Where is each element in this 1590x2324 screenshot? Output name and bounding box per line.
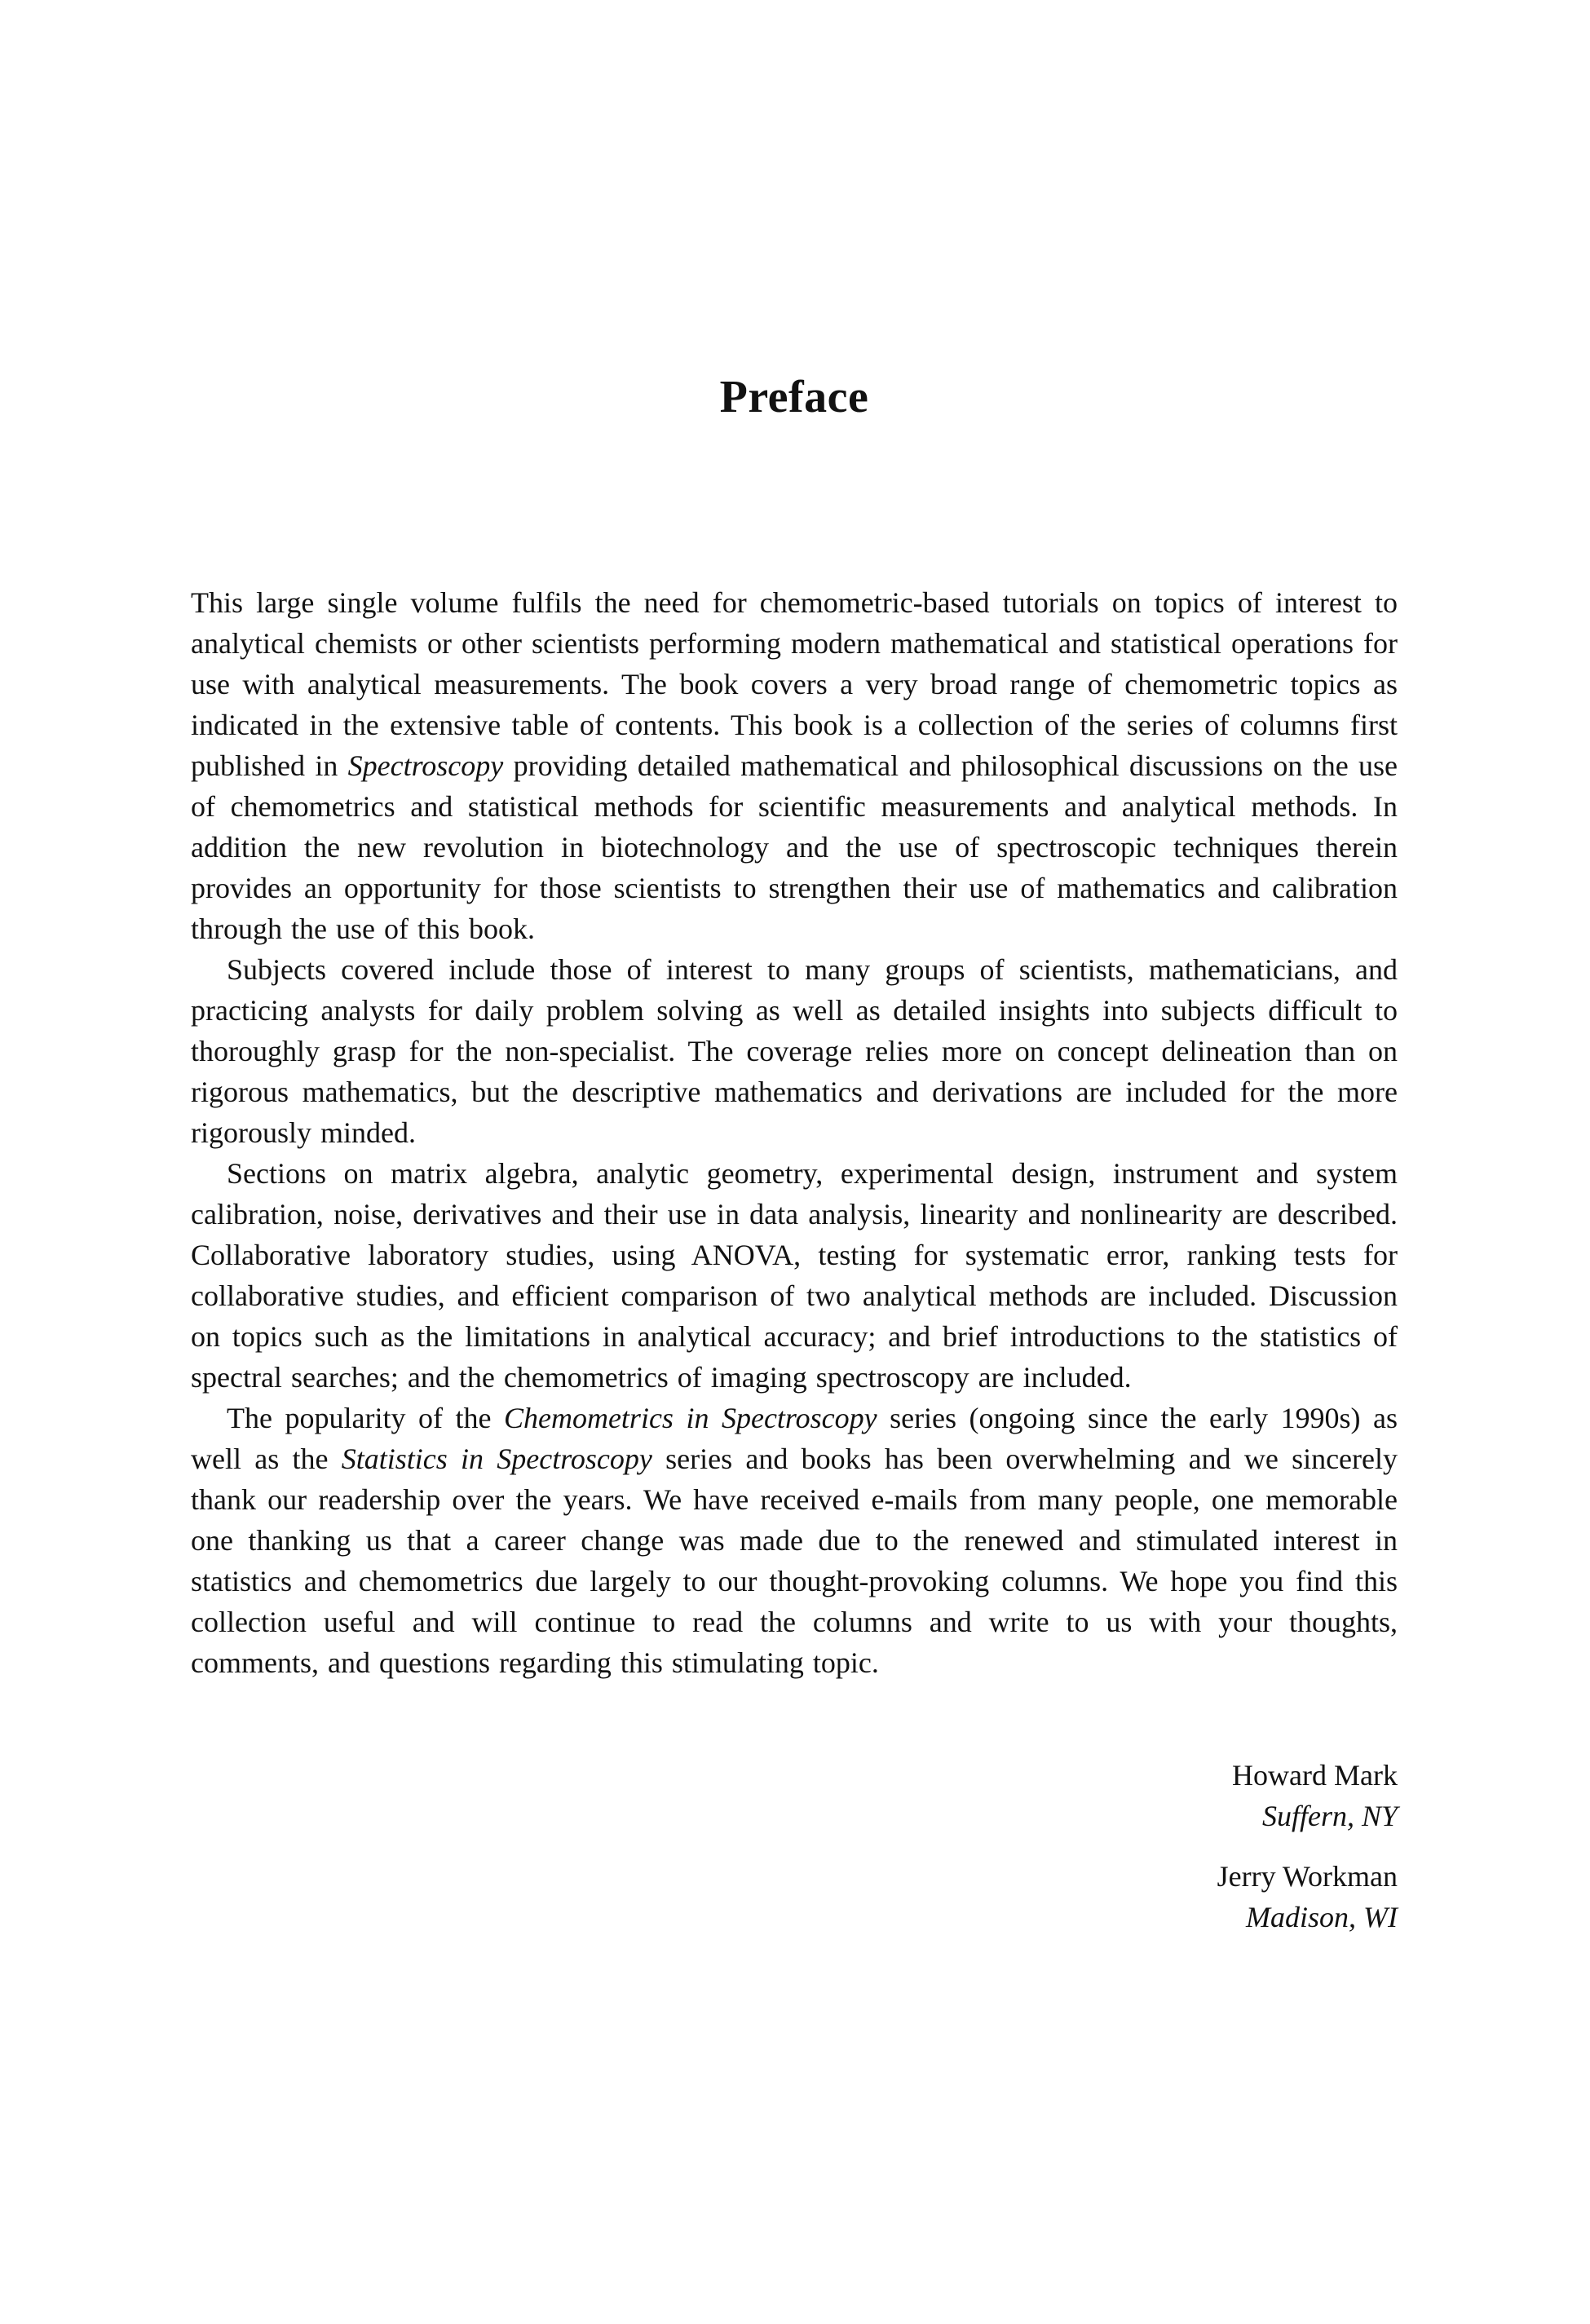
italic-text: Statistics in Spectroscopy (341, 1443, 652, 1475)
preface-body (191, 582, 1398, 1683)
text-run: Subjects covered include those of interest to many groups of scientists, mathematicians, and practicing analysts for daily problem solving as well as detailed insights into subjects difficult to thoroughly grasp for the non-specialist. The coverage relies more on concept delineation than on rigorous mathematics, but the descriptive mathematics and derivations are included for the more rigorously minded. (191, 953, 1398, 1149)
signature (191, 1856, 1398, 1937)
signature (191, 1755, 1398, 1836)
paragraph (191, 1398, 1398, 1683)
text-run: The popularity of the (227, 1402, 504, 1434)
text-run: providing detailed mathematical and philosophical discussions on the use of chemometrics and statistical methods for scientific measurements and analytical methods. In addition the new revolution in biotechnology and the use of spectroscopic techniques therein provides an opportunity for those scientists to strengthen their use of mathematics and calibration through the use of this book. (191, 749, 1398, 945)
text-run: series and books has been overwhelming and we sincerely thank our readership over the years. We have received e-mails from many people, one memorable one thanking us that a career change was made due to the renewed and stimulated interest in statistics and chemometrics due largely to our thought-provoking columns. We hope you find this collection useful and will continue to read the columns and write to us with your thoughts, comments, and questions regarding this stimulating topic. (191, 1443, 1398, 1679)
author-name: Howard Mark (1232, 1759, 1398, 1792)
italic-text: Spectroscopy (347, 749, 504, 782)
page-title: Preface (719, 372, 869, 422)
author-location: Madison, WI (1246, 1901, 1398, 1933)
signature-section (191, 1755, 1398, 1937)
italic-text: Chemometrics in Spectroscopy (503, 1402, 877, 1434)
author-location: Suffern, NY (1261, 1800, 1398, 1832)
text-run: series (ongoing since the early 1990s) as well as the (191, 1402, 1398, 1475)
text-run: This large single volume fulfils the need for chemometric-based tutorials on topics of interest to analytical chemists or other scientists performing modern mathematical and statistical operations for use with analytical measurements. The book covers a very broad range of chemometric topics as indicated in the extensive table of contents. This book is a collection of the series of columns first published in (191, 586, 1398, 782)
paragraph (191, 582, 1398, 949)
paragraph (191, 949, 1398, 1153)
text-run: Sections on matrix algebra, analytic geometry, experimental design, instrument and system calibration, noise, derivatives and their use in data analysis, linearity and nonlinearity are described. Collaborative laboratory studies, using ANOVA, testing for systematic error, ranking tests for collaborative studies, and efficient comparison of two analytical methods are included. Discussion on topics such as the limitations in analytical accuracy; and brief introductions to the statistics of spectral searches; and the chemometrics of imaging spectroscopy are included. (191, 1157, 1398, 1394)
author-name: Jerry Workman (1217, 1860, 1398, 1893)
paragraph (191, 1153, 1398, 1398)
